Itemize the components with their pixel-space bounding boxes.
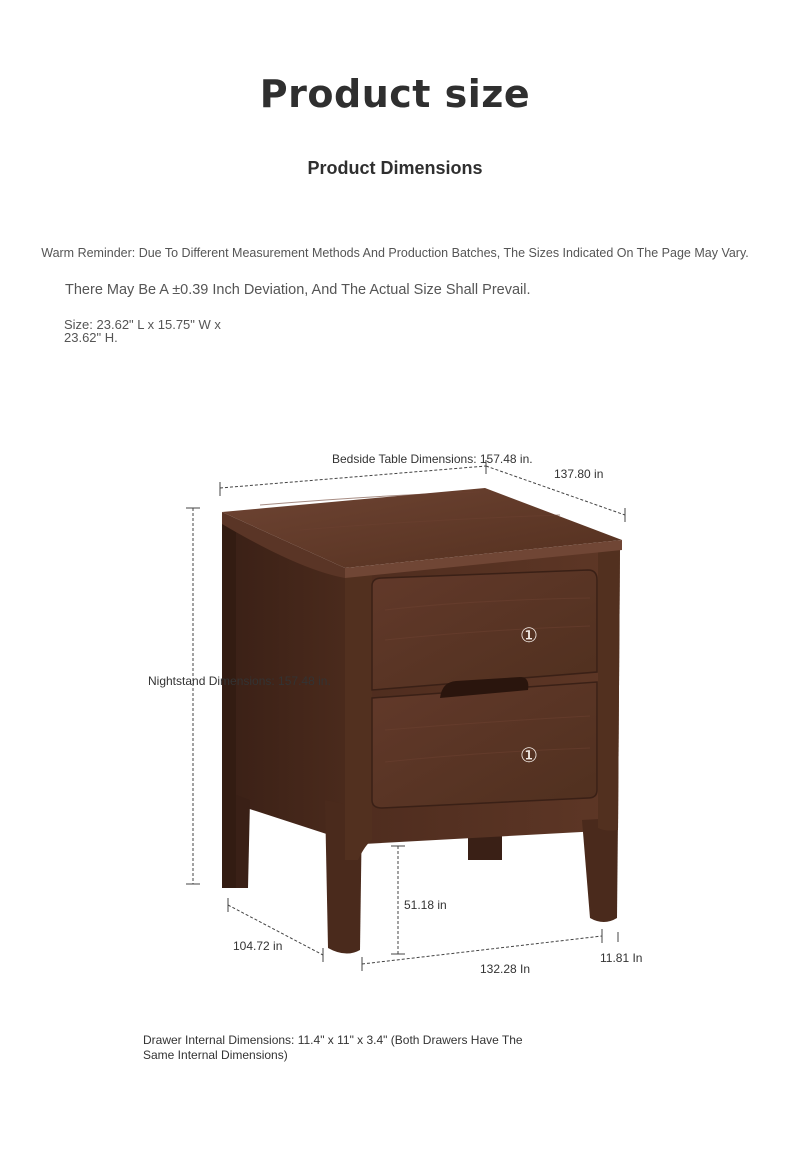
- base-width-label: 132.28 In: [480, 962, 531, 976]
- warm-reminder-text: Warm Reminder: Due To Different Measurement Methods And Production Batches, The Sizes Indicated On The Page May Vary.: [41, 246, 749, 260]
- upper-drawer-marker: ①: [520, 625, 538, 647]
- front-left-stile: [345, 568, 372, 860]
- leg-height-label: 51.18 in: [404, 898, 447, 912]
- lower-drawer[interactable]: [372, 682, 597, 808]
- side-stile: [222, 522, 236, 888]
- base-depth-label: 104.72 in: [233, 939, 283, 953]
- front-right-leg: [582, 818, 618, 922]
- nightstand-height-label: Nightstand Dimensions: 157.48 in.: [148, 674, 331, 688]
- leg-width-label: 11.81 In: [600, 951, 643, 965]
- page-title: Product size: [259, 72, 531, 116]
- lower-drawer-marker: ①: [520, 745, 538, 767]
- front-right-stile: [598, 545, 620, 831]
- deviation-text: There May Be A ±0.39 Inch Deviation, And The Actual Size Shall Prevail.: [65, 282, 531, 298]
- size-line-1: Size: 23.62" L x 15.75" W x: [64, 317, 221, 332]
- page-subtitle: Product Dimensions: [307, 158, 483, 178]
- bedside-width-label: Bedside Table Dimensions: 157.48 in.: [332, 452, 533, 466]
- size-line-2: 23.62" H.: [64, 330, 118, 345]
- upper-drawer[interactable]: [372, 570, 597, 690]
- drawer-internal-dimensions: Drawer Internal Dimensions: 11.4" x 11" x 3.4" (Both Drawers Have The Same Internal Dimensions): [143, 1033, 523, 1062]
- depth-top-label: 137.80 in: [554, 467, 604, 481]
